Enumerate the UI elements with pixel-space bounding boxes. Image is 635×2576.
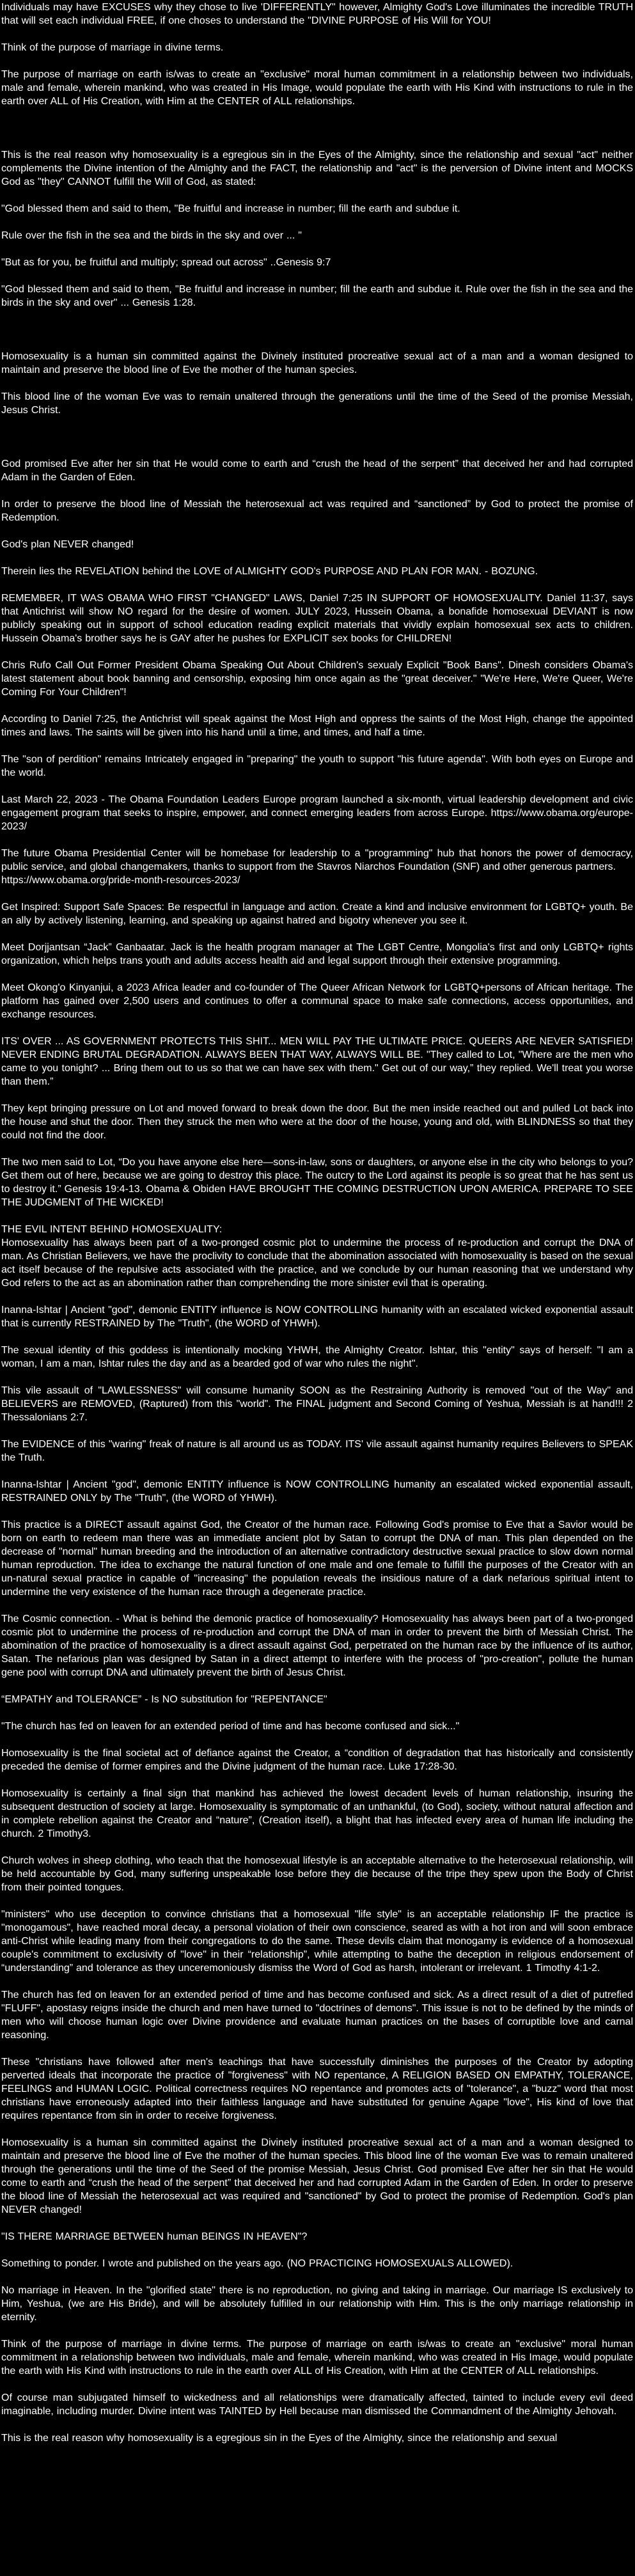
paragraph: Meet Okong'o Kinyanjui, a 2023 Africa leader and co-founder of The Queer African Network for LGBTQ+persons of African heritage. The platform has gained over 2,500 users and continues to offer a communal space to make safe connections, access opportunities, and exchange resources.: [1, 982, 633, 1020]
paragraph: The purpose of marriage on earth is/was to create an "exclusive" moral human commitment in a relationship between two individuals, male and female, wherein mankind, who was created in His Image, would populate the earth with His Kind with instructions to rule in the earth over ALL of His Creation, with Him at the CENTER of ALL relationships.: [1, 69, 633, 107]
paragraph: God promised Eve after her sin that He would come to earth and “crush the head of the serpent” that deceived her and had corrupted Adam in the Garden of Eden.: [1, 459, 633, 483]
paragraph: Church wolves in sheep clothing, who teach that the homosexual lifestyle is an acceptable alternative to the heterosexual relationship, will be held accountable by God, many suffering unspeakable lose before they die because of the tripe they spew upon the Body of Christ from their pointed tongues.: [1, 1855, 633, 1893]
paragraph: Inanna-Ishtar | Ancient "god", demonic ENTITY influence is NOW CONTROLLING humanity an escalated wicked exponential assault, RESTRAINED ONLY by The "Truth", (the WORD of YHWH).: [1, 1479, 633, 1504]
paragraph: Homosexuality is the final societal act of defiance against the Creator, a “condition of degradation that has historically and consistently preceded the demise of former empires and the Divine judgment of the human race. Luke 17:28-30.: [1, 1748, 633, 1772]
paragraph: This vile assault of "LAWLESSNESS" will consume humanity SOON as the Restraining Authority is removed "out of the Way" and BELIEVERS are REMOVED, (Raptured) from this "world". The FINAL judgment and Second Coming of Yeshua, Messiah is at hand!!! 2 Thessalonians 2:7.: [1, 1385, 633, 1423]
paragraph: Something to ponder. I wrote and published on the years ago. (NO PRACTICING HOMOSEXUALS ALLOWED).: [1, 2258, 513, 2269]
paragraph: The church has fed on leaven for an extended period of time and has become confused and sick. As a direct result of a diet of putrefied "FLUFF", apostasy reigns inside the church and men have turned to "doctrines of demons". This issue is not to be defined by the minds of men who will choose human logic over Divine providence and evaluate human practices on the bases of corruptible love and carnal reasoning.: [1, 1990, 633, 2041]
paragraph: No marriage in Heaven. In the "glorified state" there is no reproduction, no giving and taking in marriage. Our marriage IS exclusively to Him, Yeshua, (we are His Bride), and will be absolutely fulfilled in our relationship with Him. This is the only marriage relationship in eternity.: [1, 2285, 633, 2323]
paragraph: In order to preserve the blood line of Messiah the heterosexual act was required and “sanctioned” by God to protect the promise of Redemption.: [1, 499, 633, 523]
paragraph: Individuals may have EXCUSES why they chose to live 'DIFFERENTLY" however, Almighty God's Love illuminates the incredible TRUTH that will set each individual FREE, if one choses to understand the "DIVINE PURPOSE of His Will for YOU!: [1, 2, 633, 26]
paragraph: This blood line of the woman Eve was to remain unaltered through the generations until the time of the Seed of the promise Messiah, Jesus Christ.: [1, 391, 633, 416]
paragraph: The future Obama Presidential Center will be homebase for leadership to a "programming" hub that honors the power of democracy, public service, and global changemakers, thanks to support from the Stavros Niarchos Foundation (SNF) and other generous partners.: [1, 848, 633, 872]
paragraph: Think of the purpose of marriage in divine terms. The purpose of marriage on earth is/was to create an "exclusive" moral human commitment in a relationship between two individuals, male and female, wherein mankind, who was created in His Image, would populate the earth with His Kind with instructions to rule in the earth over ALL of His Creation, with Him at the CENTER of ALL relationships.: [1, 2339, 633, 2376]
paragraph: "IS THERE MARRIAGE BETWEEN human BEINGS IN HEAVEN"?: [1, 2231, 308, 2242]
paragraph: Chris Rufo Call Out Former President Obama Speaking Out About Children's sexualy Explicit "Book Bans". Dinesh considers Obama's latest statement about book banning and censorship, exposing him once again as the "great deceiver." "We're Here, We're Queer, We're Coming For Your Children"!: [1, 660, 633, 698]
paragraph: Meet Dorjjantsan “Jack” Ganbaatar. Jack is the health program manager at The LGBT Centre, Mongolia's first and only LGBTQ+ rights organization, which helps trans youth and adults access health aid and legal support through their extensive programming.: [1, 942, 633, 966]
paragraph: ITS' OVER ... AS GOVERNMENT PROTECTS THIS SHIT... MEN WILL PAY THE ULTIMATE PRICE. QUEERS ARE NEVER SATISFIED! NEVER ENDING BRUTAL DEGRADATION. ALWAYS BEEN THAT WAY, ALWAYS WILL BE. "They called to Lot, "Where are the men who came to you tonight? ... Bring them out to us so that we can have sex with them." Get out of our way,” they replied. We'll treat you worse than them.”: [1, 1036, 633, 1087]
paragraph: Last March 22, 2023 - The Obama Foundation Leaders Europe program launched a six-month, virtual leadership development and civic engagement program that seeks to inspire, empower, and connect emerging leaders from across Europe. https://www.obama.org/europe-2023/: [1, 794, 633, 832]
paragraph: Homosexuality is a human sin committed against the Divinely instituted procreative sexual act of a man and a woman designed to maintain and preserve the blood line of Eve the mother of the human species.: [1, 351, 633, 375]
paragraph: "The church has fed on leaven for an extended period of time and has become confused and sick...": [1, 1721, 460, 1732]
paragraph: https://www.obama.org/pride-month-resources-2023/: [1, 875, 240, 886]
paragraph: Homosexuality has always been part of a two-pronged cosmic plot to undermine the process of re-production and corrupt the DNA of man. As Christian Believers, we have the proclivity to conclude that the abomination associated with homosexuality is based on the sexual act itself because of the repulsive acts associated with the practice, and we conclude by our human reasoning that we understand why God refers to the act as an abomination rather than comprehending the more sinister evil that is operating.: [1, 1237, 633, 1289]
paragraph: "But as for you, be fruitful and multiply; spread out across" ..Genesis 9:7: [1, 257, 331, 268]
paragraph: Inanna-Ishtar | Ancient "god", demonic ENTITY influence is NOW CONTROLLING humanity with an escalated wicked exponential assault that is currently RESTRAINED by The "Truth", (the WORD of YHWH).: [1, 1305, 633, 1329]
paragraph: The two men said to Lot, “Do you have anyone else here—sons-in-law, sons or daughters, or anyone else in the city who belongs to you? Get them out of here, because we are going to destroy this place. The outcry to the Lord against its people is so great that he has sent us to destroy it.” Genesis 19:4-13. Obama & Obiden HAVE BROUGHT THE COMING DESTRUCTION UPON AMERICA. PREPARE TO SEE THE JUDGMENT of THE WICKED!: [1, 1157, 633, 1208]
paragraph: The EVIDENCE of this "waring" freak of nature is all around us as TODAY. ITS' vile assault against humanity requires Believers to SPEAK the Truth.: [1, 1439, 633, 1463]
paragraph: "God blessed them and said to them, "Be fruitful and increase in number; fill the earth and subdue it. Rule over the fish in the sea and the birds in the sky and over" ... Genesis 1:28.: [1, 284, 633, 308]
paragraph: Of course man subjugated himself to wickedness and all relationships were dramatically affected, tainted to include every evil deed imaginable, including murder. Divine intent was TAINTED by Hell because man dismissed the Commandment of the Almighty Jehovah.: [1, 2392, 633, 2417]
paragraph: This is the real reason why homosexuality is a egregious sin in the Eyes of the Almighty, since the relationship and sexual "act" neither complements the Divine intention of the Almighty and the FACT, the relationship and "act" is the perversion of Divine intent and MOCKS God as "they" CANNOT fulfill the Will of God, as stated:: [1, 150, 633, 187]
paragraph: The "son of perdition" remains Intricately engaged in "preparing" the youth to support "his future agenda". With both eyes on Europe and the world.: [1, 754, 633, 778]
paragraph: “EMPATHY and TOLERANCE” - Is NO substitution for "REPENTANCE": [1, 1694, 327, 1705]
paragraph: Homosexuality is a human sin committed against the Divinely instituted procreative sexual act of a man and a woman designed to maintain and preserve the blood line of Eve the mother of the human species. This blood line of the woman Eve was to remain unaltered through the generations until the time of the Seed of the promise Messiah, Jesus Christ. God promised Eve after her sin that He would come to earth and “crush the head of the serpent” that deceived her and had corrupted Adam in the Garden of Eden. In order to preserve the blood line of Messiah the heterosexual act was required and "sanctioned" by God to protect the promise of Redemption. God's plan NEVER changed!: [1, 2137, 633, 2215]
paragraph: The sexual identity of this goddess is intentionally mocking YHWH, the Almighty Creator. Ishtar, this "entity" says of herself: "I am a woman, I am a man, Ishtar rules the day and as a bearded god of war who rules the night".: [1, 1345, 633, 1369]
paragraph: Think of the purpose of marriage in divine terms.: [1, 42, 224, 53]
paragraph: God's plan NEVER changed!: [1, 539, 134, 550]
paragraph: THE EVIL INTENT BEHIND HOMOSEXUALITY:: [1, 1224, 223, 1235]
paragraph: This practice is a DIRECT assault against God, the Creator of the human race. Following God's promise to Eve that a Savior would be born on earth to redeem man there was an immediate ancient plot by Satan to corrupt the DNA of man. This plan depended on the decrease of "normal" human breeding and the introduction of an alternative contradictory destructive sexual practice to slow down normal human reproduction. The idea to exchange the natural function of one male and one female to fulfill the purposes of the Creator with an un-natural sexual practice in capable of "increasing" the population reveals the insidious nature of a dark nefarious spiritual intent to undermine the very existence of the human race through a degenerate practice.: [1, 1520, 633, 1598]
paragraph: The Cosmic connection. - What is behind the demonic practice of homosexuality? Homosexuality has always been part of a two-pronged cosmic plot to undermine the process of re-production and corrupt the DNA of man in order to prevent the birth of Messiah Christ. The abomination of the practice of homosexuality is a direct assault against God, perpetrated on the human race by the influence of its author, Satan. The nefarious plan was designed by Satan in a direct attempt to interfere with the process of "pro-creation", pollute the human gene pool with corrupt DNA and ultimately prevent the birth of Jesus Christ.: [1, 1614, 633, 1678]
paragraph: "God blessed them and said to them, "Be fruitful and increase in number; fill the earth and subdue it.: [1, 203, 460, 214]
paragraph: Get Inspired: Support Safe Spaces: Be respectful in language and action. Create a kind and inclusive environment for LGBTQ+ youth. Be an ally by actively listening, learning, and speaking up against hatred and bigotry whenever you see it.: [1, 902, 633, 926]
paragraph: Rule over the fish in the sea and the birds in the sky and over ... ": [1, 230, 302, 241]
paragraph: These "christians have followed after men's teachings that have successfully diminishes the purposes of the Creator by adopting perverted ideals that incorporate the practice of "forgiveness" with NO repentance, A RELIGION BASED ON EMPATHY, TOLERANCE, FEELINGS and HUMAN LOGIC. Political correctness requires NO repentance and promotes acts of "tolerance", a "buzz" word that most christians have erroneously adapted into their faithless language and have substituted for genuine Agape "love", His kind of love that requires repentance from sin in order to receive forgiveness.: [1, 2057, 633, 2121]
paragraph: Therein lies the REVELATION behind the LOVE of ALMIGHTY GOD's PURPOSE AND PLAN FOR MAN. - BOZUNG.: [1, 566, 538, 577]
paragraph: This is the real reason why homosexuality is a egregious sin in the Eyes of the Almighty, since the relationship and sexual: [1, 2433, 558, 2444]
paragraph: REMEMBER, IT WAS OBAMA WHO FIRST "CHANGED" LAWS, Daniel 7:25 IN SUPPORT OF HOMOSEXUALITY. Daniel 11:37, says that Antichrist will show NO regard for the desire of women. JULY 2023, Hussein Obama, a bonafide homosexual DEVIANT is now publicly speaking out in support of school education reading explicit materials that vividly explain homosexual sex acts to children. Hussein Obama's brother says he is GAY after he pushes for EXPLICIT sex books for CHILDREN!: [1, 593, 633, 644]
paragraph: Homosexuality is certainly a final sign that mankind has achieved the lowest decadent levels of human relationship, insuring the subsequent destruction of society at large. Homosexuality is symptomatic of an unthankful, (to God), society, without natural affection and in complete rebellion against the Creator and “nature”, (Creation itself), a blight that has infected every area of human life including the church. 2 Timothy3.: [1, 1788, 633, 1839]
paragraph: They kept bringing pressure on Lot and moved forward to break down the door. But the men inside reached out and pulled Lot back into the house and shut the door. Then they struck the men who were at the door of the house, young and old, with BLINDNESS so that they could not find the door.: [1, 1103, 633, 1141]
paragraph: "ministers" who use deception to convince christians that a homosexual "life style" is an acceptable relationship IF the practice is "monogamous", have reached moral decay, a personal violation of their own conscience, seared as with a hot iron and will soon embrace anti-Christ while leading many from their congregations to do the same. These devils claim that monogamy is evidence of a homosexual couple's commitment to exclusivity of "love" in their “relationship”, while attempting to bathe the deception in religious endorsement of “understanding” and tolerance as they unceremoniously dismiss the Word of God as harsh, intolerant or irrelevant. 1 Timothy 4:1-2.: [1, 1909, 633, 1974]
paragraph: According to Daniel 7:25, the Antichrist will speak against the Most High and oppress the saints of the Most High, change the appointed times and laws. The saints will be given into his hand until a time, and times, and half a time.: [1, 714, 633, 738]
